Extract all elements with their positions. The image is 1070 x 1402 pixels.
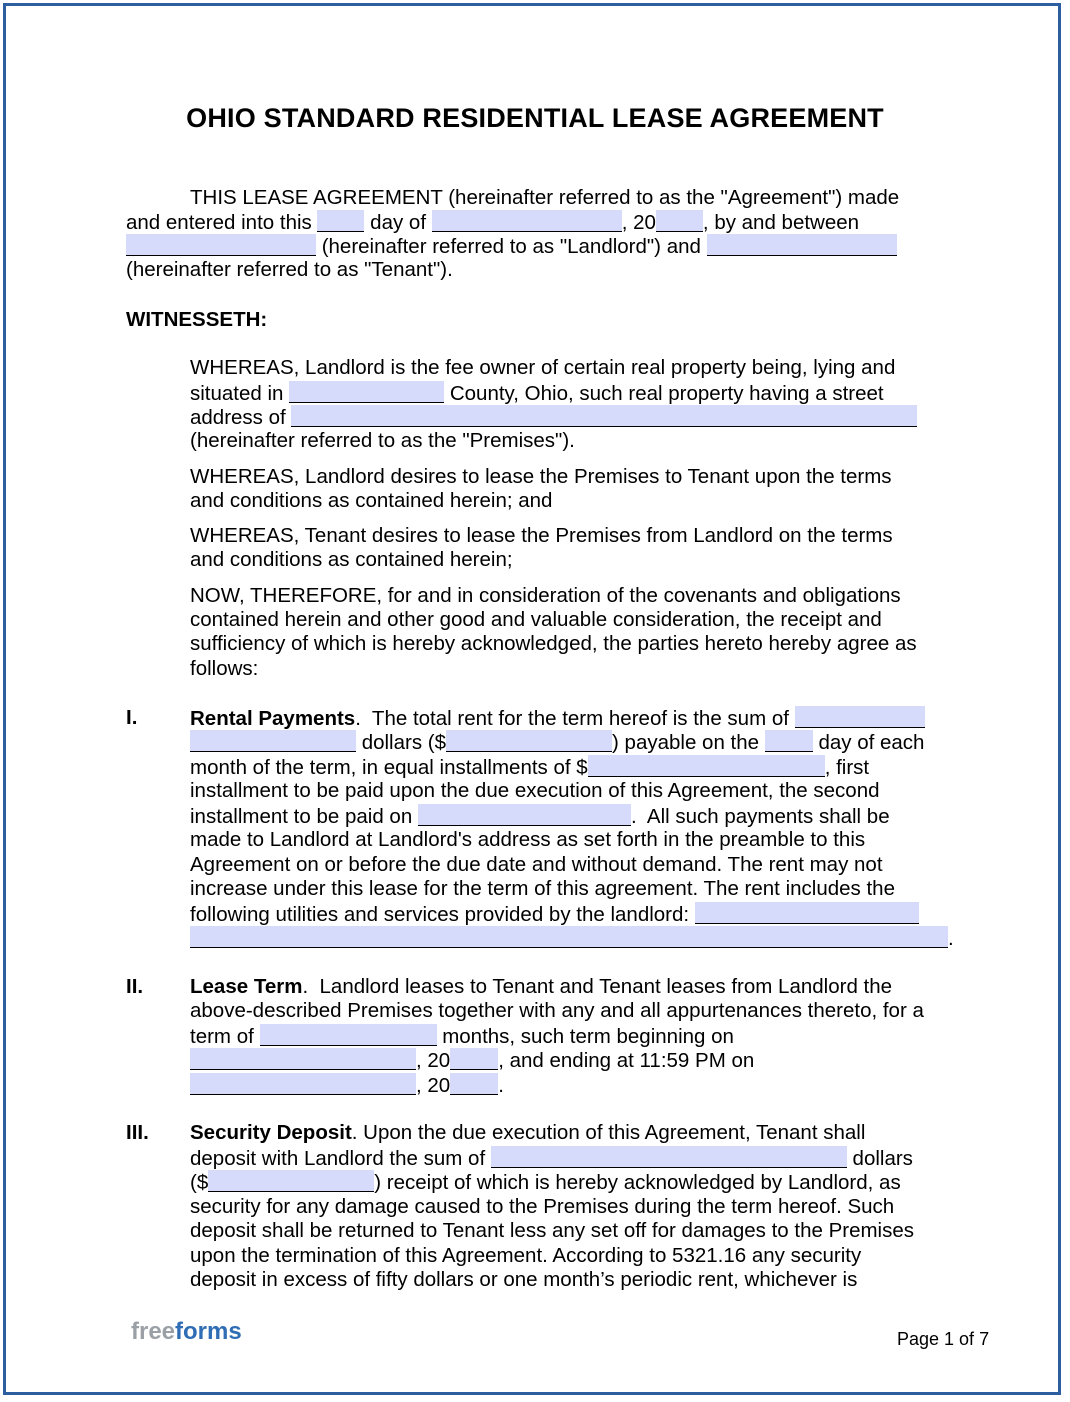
intro-text: THIS LEASE AGREEMENT (hereinafter referred to as the "Agreement") made — [190, 186, 900, 209]
whereas-text: County, Ohio, such real property having a street — [444, 382, 884, 405]
whereas3-line-1: WHEREAS, Tenant desires to lease the Premises from Landlord on the terms — [190, 524, 893, 547]
s1-line-1 — [190, 706, 925, 731]
lease-term-months-field[interactable] — [260, 1024, 437, 1046]
lease-end-year-field[interactable] — [450, 1073, 498, 1095]
now-line-2: contained herein and other good and valuable consideration, the receipt and — [190, 608, 882, 631]
s2-line-5 — [190, 1073, 504, 1098]
page-number: Page 1 of 7 — [897, 1329, 990, 1349]
intro-text: (hereinafter referred to as "Landlord") and — [316, 235, 707, 258]
agreement-month-field[interactable] — [432, 210, 622, 232]
second-installment-date-field[interactable] — [418, 804, 631, 826]
section-text: , 20 — [416, 1074, 451, 1097]
intro-line-2 — [126, 210, 859, 235]
s3-line-6: upon the termination of this Agreement. According to 5321.16 any security — [190, 1244, 862, 1267]
section-text: deposit with Landlord the sum of — [190, 1147, 491, 1170]
now-line-3: sufficiency of which is hereby acknowledged, the parties hereto hereby agree as — [190, 632, 917, 655]
section-text: . Upon the due execution of this Agreement, Tenant shall — [351, 1121, 866, 1144]
section-text: , first — [824, 756, 870, 779]
whereas1-line-2 — [190, 381, 884, 406]
s2-line-3 — [190, 1024, 734, 1049]
rent-total-words-field-1[interactable] — [795, 706, 925, 728]
section-text: . The total rent for the term hereof is the sum of — [355, 707, 795, 730]
section-text: months, such term beginning on — [436, 1025, 734, 1048]
section-text: installment to be paid on — [190, 805, 418, 828]
whereas-text: address of — [190, 406, 292, 429]
intro-line-4 — [126, 258, 453, 282]
document-title: OHIO STANDARD RESIDENTIAL LEASE AGREEMENT — [186, 103, 884, 133]
s2-line-4 — [190, 1048, 754, 1073]
section-3-heading: Security Deposit — [190, 1121, 352, 1144]
whereas-text: WHEREAS, Landlord is the fee owner of certain real property being, lying and — [190, 356, 896, 379]
section-2-number: II. — [126, 975, 144, 998]
installment-amount-field[interactable] — [588, 755, 825, 777]
section-text: . — [498, 1074, 504, 1097]
s1-line-8: increase under this lease for the term of this agreement. The rent includes the — [190, 877, 895, 900]
s1-line-4: installment to be paid upon the due execution of this Agreement, the second — [190, 779, 880, 802]
tenant-name-field[interactable] — [707, 234, 897, 256]
section-text: dollars — [846, 1147, 913, 1170]
lease-start-year-field[interactable] — [450, 1048, 498, 1070]
section-3-number: III. — [126, 1121, 149, 1144]
s1-line-7: Agreement on or before the due date and without demand. The rent may not — [190, 853, 883, 876]
intro-text: , 20 — [621, 211, 656, 234]
logo-text-forms: forms — [175, 1318, 242, 1345]
agreement-day-field[interactable] — [317, 210, 364, 232]
premises-address-field[interactable] — [291, 405, 917, 427]
section-text: , 20 — [416, 1049, 451, 1072]
utilities-field-2[interactable] — [190, 926, 948, 948]
rent-total-words-field-2[interactable] — [190, 730, 356, 752]
section-1-number: I. — [126, 706, 138, 729]
logo-text-free: free — [131, 1318, 176, 1345]
section-text: dollars ($ — [356, 731, 447, 754]
s1-line-10 — [190, 926, 954, 951]
now-line-4: follows: — [190, 657, 259, 680]
intro-line-3 — [126, 234, 897, 259]
whereas1-line-3 — [190, 405, 917, 430]
intro-text: , by and between — [702, 211, 860, 234]
intro-line-1 — [190, 186, 899, 210]
section-text: ) payable on the — [612, 731, 765, 754]
section-text: . Landlord leases to Tenant and Tenant leases from Landlord the — [302, 975, 893, 998]
s3-line-2 — [190, 1146, 913, 1171]
rent-due-day-field[interactable] — [765, 730, 813, 752]
section-text: term of — [190, 1025, 260, 1048]
freeforms-logo — [131, 1318, 242, 1346]
s3-line-7: deposit in excess of fifty dollars or one month’s periodic rent, whichever is — [190, 1268, 858, 1291]
s3-line-4: security for any damage caused to the Premises during the term hereof. Such — [190, 1195, 895, 1218]
rent-total-amount-field[interactable] — [446, 730, 612, 752]
s1-line-9 — [190, 902, 919, 927]
whereas-text: (hereinafter referred to as the "Premises"). — [190, 429, 575, 452]
county-field[interactable] — [289, 381, 444, 403]
s3-line-3 — [190, 1170, 901, 1195]
s1-line-2 — [190, 730, 924, 755]
section-text: . — [948, 927, 954, 950]
now-line-1: NOW, THEREFORE, for and in consideration of the covenants and obligations — [190, 584, 901, 607]
s3-line-1 — [190, 1121, 865, 1145]
section-text: ) receipt of which is hereby acknowledged by Landlord, as — [374, 1171, 901, 1194]
s3-line-5: deposit shall be returned to Tenant less any set off for damages to the Premises — [190, 1219, 914, 1242]
whereas2-line-2: and conditions as contained herein; and — [190, 489, 553, 512]
intro-text: day of — [364, 211, 432, 234]
s2-line-1 — [190, 975, 892, 999]
whereas3-line-2: and conditions as contained herein; — [190, 548, 513, 571]
lease-end-date-field[interactable] — [190, 1073, 416, 1095]
s1-line-5 — [190, 804, 890, 829]
security-deposit-amount-field[interactable] — [208, 1170, 374, 1192]
utilities-field-1[interactable] — [695, 902, 919, 924]
section-text: following utilities and services provided by the landlord: — [190, 903, 695, 926]
intro-text: (hereinafter referred to as "Tenant"). — [126, 258, 453, 281]
intro-text: and entered into this — [126, 211, 318, 234]
whereas2-line-1: WHEREAS, Landlord desires to lease the Premises to Tenant upon the terms — [190, 465, 892, 488]
s1-line-3 — [190, 755, 869, 780]
lease-start-date-field[interactable] — [190, 1048, 416, 1070]
witnesseth-heading: WITNESSETH: — [126, 308, 268, 331]
whereas-text: situated in — [190, 382, 290, 405]
section-text: . All such payments shall be — [630, 805, 890, 828]
s2-line-2: above-described Premises together with any and all appurtenances thereto, for a — [190, 999, 924, 1022]
section-text: ($ — [190, 1171, 209, 1194]
section-2-heading: Lease Term — [190, 975, 303, 998]
landlord-name-field[interactable] — [126, 234, 316, 256]
section-1-heading: Rental Payments — [190, 707, 356, 730]
whereas1-line-1 — [190, 356, 895, 380]
section-text: , and ending at 11:59 PM on — [498, 1049, 755, 1072]
s1-line-6: made to Landlord at Landlord's address as set forth in the preamble to this — [190, 828, 866, 851]
security-deposit-words-field[interactable] — [491, 1146, 847, 1168]
section-text: month of the term, in equal installments of $ — [190, 756, 588, 779]
whereas1-line-4 — [190, 429, 575, 453]
agreement-year-field[interactable] — [656, 210, 703, 232]
section-text: day of each — [812, 731, 925, 754]
